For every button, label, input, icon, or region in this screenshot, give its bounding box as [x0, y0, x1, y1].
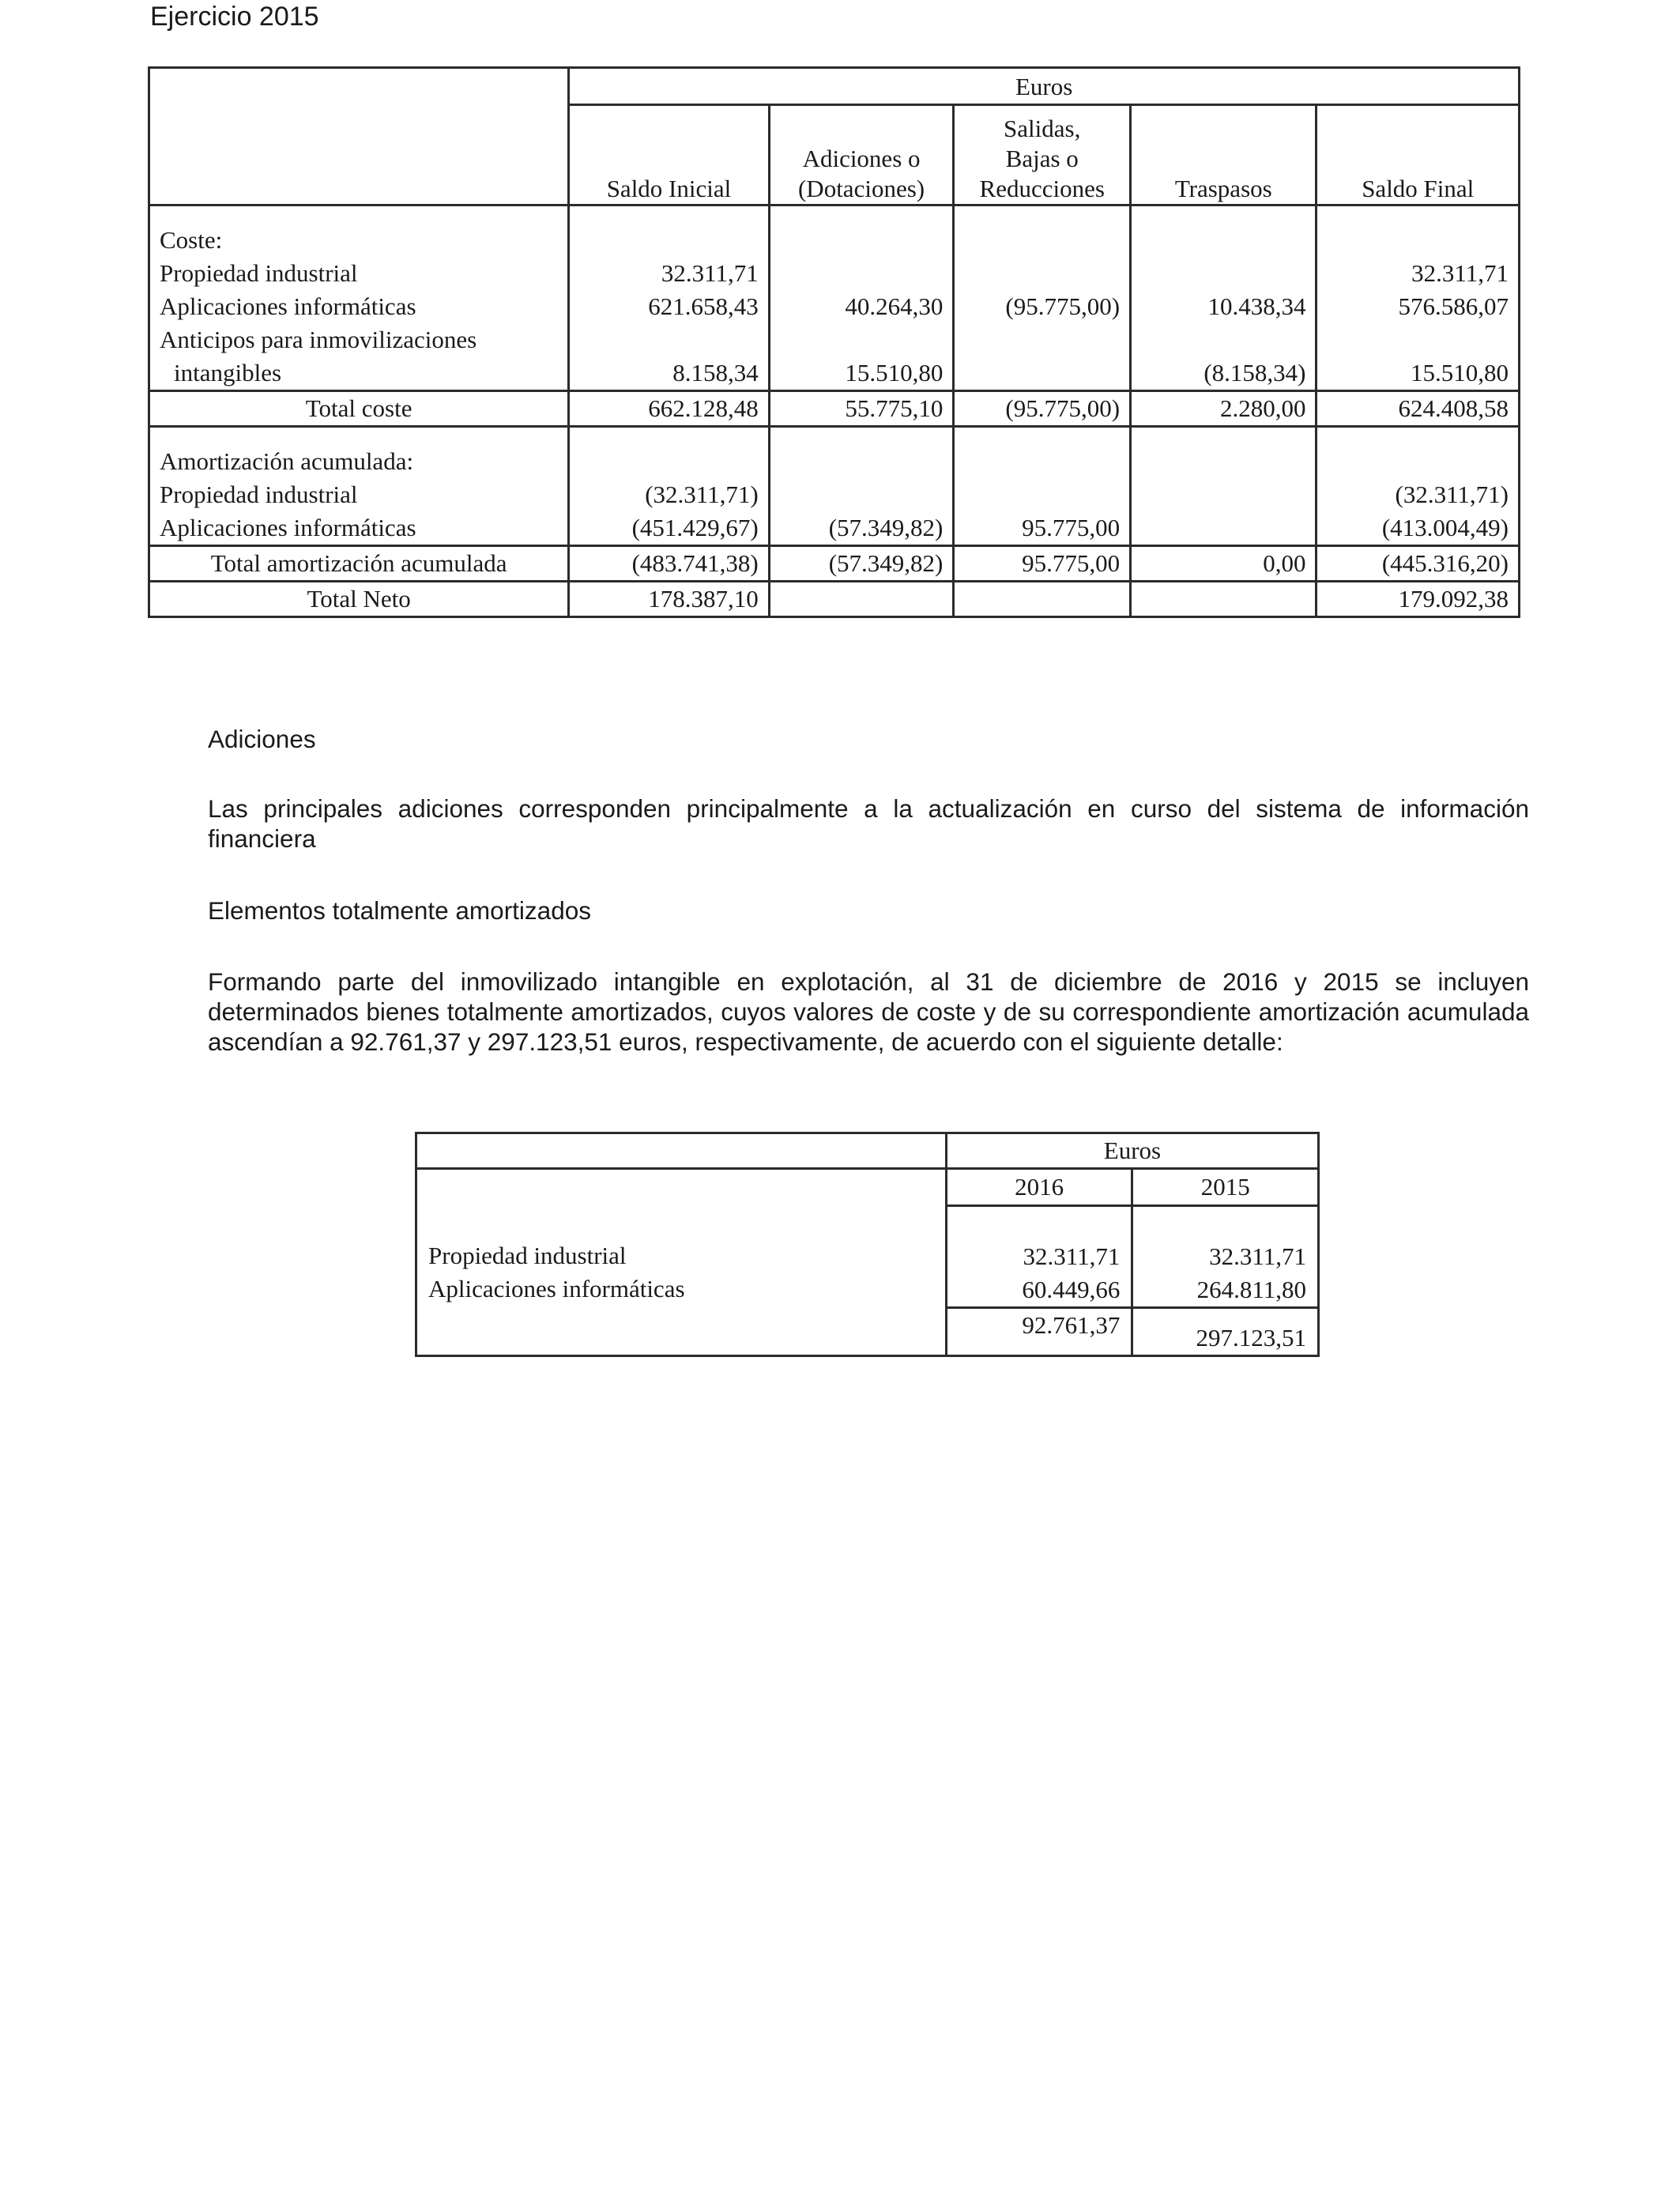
year-header-2015: 2015 — [1132, 1169, 1319, 1206]
cell-value: 264.811,80 — [1132, 1273, 1319, 1308]
total-row-amortizacion — [149, 546, 1520, 582]
cell-value: 179.092,38 — [1317, 582, 1520, 617]
spacer-cell — [946, 1206, 1132, 1241]
cell-value: (32.311,71) — [569, 478, 770, 511]
page-heading: Ejercicio 2015 — [150, 2, 319, 32]
row-label: Anticipos para inmovilizaciones — [149, 323, 569, 356]
cell-value: 15.510,80 — [769, 356, 954, 391]
cell-value — [769, 582, 954, 617]
row-label-continued: intangibles — [149, 356, 569, 391]
col-header-traspasos: Traspasos — [1131, 105, 1317, 205]
cell-value: 15.510,80 — [1317, 356, 1520, 391]
row-label: Aplicaciones informáticas — [149, 290, 569, 323]
cell-value — [1131, 511, 1317, 546]
cell-value: (95.775,00) — [954, 290, 1131, 323]
cell-value — [954, 478, 1131, 511]
total-value-2016: 92.761,37 — [946, 1308, 1132, 1356]
cell-value: 576.586,07 — [1317, 290, 1520, 323]
col-header-salidas: Salidas, Bajas o Reducciones — [954, 105, 1131, 205]
cell-value: 8.158,34 — [569, 356, 770, 391]
cell-value: (445.316,20) — [1317, 546, 1520, 582]
total-label: Total amortización acumulada — [149, 546, 569, 582]
row-label: Propiedad industrial — [149, 478, 569, 511]
cell-value: (32.311,71) — [1317, 478, 1520, 511]
paragraph-amortizados: Formando parte del inmovilizado intangible en explotación, al 31 de diciembre de 2016 y 2015 se incluyen determinados bienes totalmente amortizados, cuyos valores de coste y de su correspondiente amortización acumulada ascendían a 92.761,37 y 297.123,51 euros, respectivamente, de acuerdo con el siguiente detalle: — [208, 967, 1529, 1056]
cell-value — [954, 257, 1131, 290]
cell-value: 10.438,34 — [1131, 290, 1317, 323]
cell-value: 55.775,10 — [769, 391, 954, 427]
total-value-2015: 297.123,51 — [1132, 1308, 1319, 1356]
section-label-coste: Coste: — [149, 224, 569, 257]
section-title-amortizados: Elementos totalmente amortizados — [208, 896, 591, 925]
cell-value — [769, 478, 954, 511]
total-row-neto — [149, 582, 1520, 617]
section-title-adiciones: Adiciones — [208, 725, 316, 753]
cell-value — [769, 257, 954, 290]
spacer-cell — [149, 427, 569, 446]
cell-value: (8.158,34) — [1131, 356, 1317, 391]
cell-value: (57.349,82) — [769, 546, 954, 582]
col-header-saldo-inicial: Saldo Inicial — [569, 105, 770, 205]
cell-value: (57.349,82) — [769, 511, 954, 546]
cell-value: (413.004,49) — [1317, 511, 1520, 546]
cell-value: (95.775,00) — [954, 391, 1131, 427]
cell-value — [954, 356, 1131, 391]
cell-value: 178.387,10 — [569, 582, 770, 617]
total-label: Total coste — [149, 391, 569, 427]
detail-label-column — [416, 1133, 947, 1356]
cell-value — [1131, 478, 1317, 511]
cell-value: 0,00 — [1131, 546, 1317, 582]
cell-value: 621.658,43 — [569, 290, 770, 323]
row-label: Propiedad industrial — [428, 1242, 627, 1269]
spacer-cell — [149, 205, 569, 224]
cell-value — [1131, 582, 1317, 617]
currency-header: Euros — [569, 68, 1520, 105]
table-row — [149, 356, 1520, 391]
fully-amortized-table — [415, 1132, 1320, 1357]
cell-value: 32.311,71 — [1132, 1240, 1319, 1273]
row-label: Aplicaciones informáticas — [149, 511, 569, 546]
cell-value: 32.311,71 — [1317, 257, 1520, 290]
cell-value: 32.311,71 — [946, 1240, 1132, 1273]
row-label: Propiedad industrial — [149, 257, 569, 290]
cell-value: (451.429,67) — [569, 511, 770, 546]
header-blank-cell — [149, 68, 569, 205]
cell-value — [954, 582, 1131, 617]
row-label: Aplicaciones informáticas — [428, 1275, 685, 1302]
intangible-movement-table — [148, 66, 1520, 618]
cell-value: 95.775,00 — [954, 546, 1131, 582]
paragraph-adiciones: Las principales adiciones corresponden principalmente a la actualización en curso del sistema de información financiera — [208, 794, 1529, 853]
cell-value: 662.128,48 — [569, 391, 770, 427]
total-row-coste — [149, 391, 1520, 427]
year-header-2016: 2016 — [946, 1169, 1132, 1206]
cell-value: 60.449,66 — [946, 1273, 1132, 1308]
cell-value: 32.311,71 — [569, 257, 770, 290]
cell-value: 95.775,00 — [954, 511, 1131, 546]
table-row — [149, 478, 1520, 511]
cell-value — [1131, 257, 1317, 290]
col-header-adiciones: Adiciones o (Dotaciones) — [769, 105, 954, 205]
total-label: Total Neto — [149, 582, 569, 617]
detail-currency-header: Euros — [946, 1133, 1318, 1169]
cell-value: 2.280,00 — [1131, 391, 1317, 427]
col-header-saldo-final: Saldo Final — [1317, 105, 1520, 205]
table-row — [149, 511, 1520, 546]
cell-value: 40.264,30 — [769, 290, 954, 323]
cell-value: (483.741,38) — [569, 546, 770, 582]
table-row — [149, 290, 1520, 323]
table-row — [149, 257, 1520, 290]
section-label-amortizacion: Amortización acumulada: — [149, 445, 569, 478]
cell-value: 624.408,58 — [1317, 391, 1520, 427]
